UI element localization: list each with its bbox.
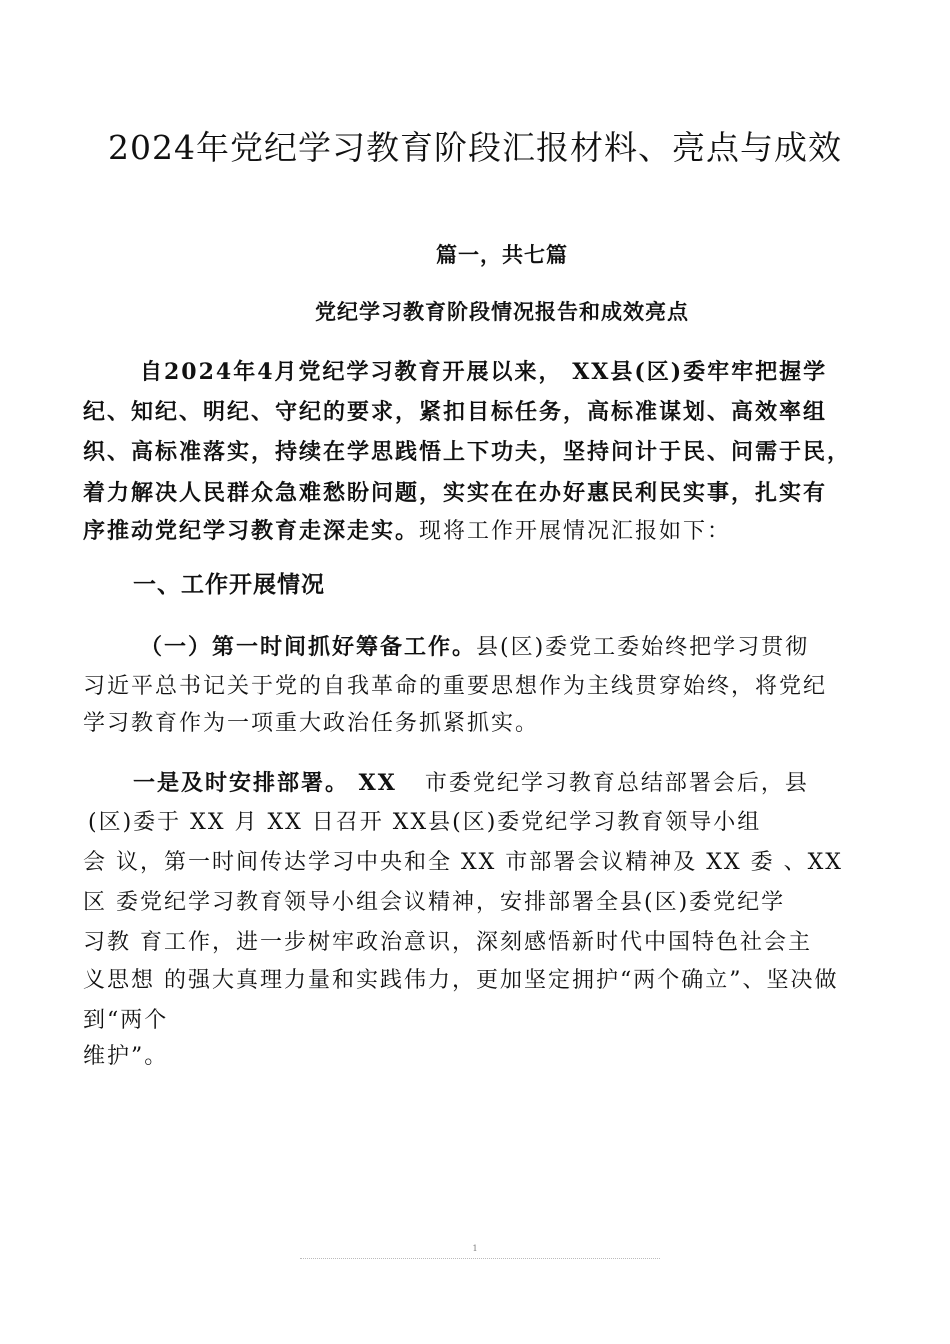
footer-divider: [300, 1258, 660, 1259]
item1-line-1: [133, 768, 809, 799]
section-title: 党纪学习教育阶段情况报告和成效亮点: [315, 299, 689, 324]
sub1-line-3: 学习教育作为一项重大政治任务抓紧抓实。: [83, 711, 540, 736]
item1-line-8: 维护”。: [83, 1044, 169, 1069]
intro-line-5: [83, 516, 731, 547]
intro-line-2: 纪、知纪、明纪、守纪的要求，紧扣目标任务，高标准谋划、高效率组: [83, 399, 828, 425]
item1-line-7: 到“两个: [83, 1008, 169, 1033]
item1-line-4: 区 委党纪学习教育领导小组会议精神，安排部署全县(区)委党纪学: [83, 890, 786, 915]
item1-line-5: 习教 育工作，进一步树牢政治意识，深刻感悟新时代中国特色社会主: [83, 930, 812, 955]
part-label: 篇一，共七篇: [436, 242, 568, 267]
section-heading-1: 一、工作开展情况: [133, 571, 325, 598]
intro-line-4: 着力解决人民群众急难愁盼问题，实实在在办好惠民利民实事，扎实有: [83, 480, 828, 506]
intro-line-1: 自2024年4月党纪学习教育开展以来， XX县(区)委牢牢把握学: [140, 359, 828, 385]
item1-line-6: 义思想 的强大真理力量和实践伟力，更加坚定拥护“两个确立”、坚决做: [83, 968, 839, 993]
item1-line-2: (区)委于 XX 月 XX 日召开 XX县(区)委党纪学习教育领导小组: [88, 810, 762, 835]
page-number: 1: [472, 1244, 478, 1253]
sub1-line-2: 习近平总书记关于党的自我革命的重要思想作为主线贯穿始终，将党纪: [83, 674, 828, 699]
sub1-line-1-rest: 县(区)委党工委始终把学习贯彻: [476, 635, 810, 660]
item1-line-3: 会 议，第一时间传达学习中央和全 XX 市部署会议精神及 XX 委 、XX: [83, 850, 843, 875]
item1-label: 一是及时安排部署。 XX: [133, 770, 397, 796]
intro-line-5-normal: 现将工作开展情况汇报如下：: [419, 519, 732, 544]
intro-line-5-bold: 序推动党纪学习教育走深走实。: [83, 518, 420, 544]
sub1-label: （一）第一时间抓好筹备工作。: [140, 634, 477, 660]
sub1-line-1: [140, 632, 809, 663]
intro-line-3: 织、高标准落实，持续在学思践悟上下功夫，坚持问计于民、问需于民，: [83, 439, 852, 465]
item1-line-1-rest: 市委党纪学习教育总结部署会后，县: [424, 771, 809, 796]
document-title: 2024年党纪学习教育阶段汇报材料、亮点与成效: [108, 128, 842, 167]
